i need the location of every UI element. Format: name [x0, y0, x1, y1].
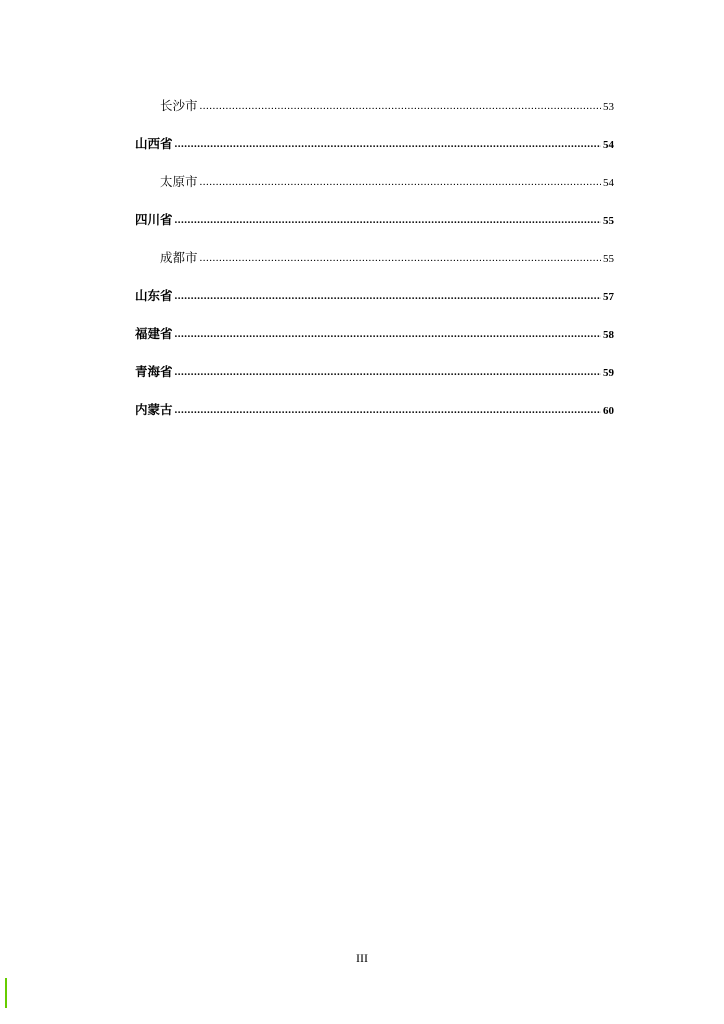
toc-entry[interactable] [135, 172, 614, 210]
toc-entry-title: 山东省 [135, 288, 173, 303]
toc-entry[interactable] [135, 400, 614, 438]
margin-mark [5, 978, 7, 1008]
toc-entry-page: 60 [603, 405, 614, 417]
toc-entry[interactable] [135, 286, 614, 324]
toc-entry[interactable] [135, 324, 614, 362]
toc-entry-title: 青海省 [135, 364, 173, 379]
toc-entry[interactable] [135, 248, 614, 286]
toc-dot-leader [200, 172, 601, 192]
toc-dot-leader [175, 362, 601, 382]
toc-entry-page: 55 [603, 215, 614, 227]
toc-entry-title: 四川省 [135, 212, 173, 227]
toc-dot-leader [175, 210, 601, 230]
toc-entry-title: 山西省 [135, 136, 173, 151]
toc-entry-page: 54 [603, 177, 614, 189]
toc-entry[interactable] [135, 362, 614, 400]
toc-entry-title: 成都市 [160, 250, 198, 265]
toc-entry-page: 57 [603, 291, 614, 303]
toc-entry-page: 58 [603, 329, 614, 341]
toc-dot-leader [175, 286, 601, 306]
toc-dot-leader [175, 400, 601, 420]
toc-entry[interactable] [135, 210, 614, 248]
page-number: III [356, 951, 368, 965]
toc-entry-page: 53 [603, 101, 614, 113]
toc-dot-leader [200, 96, 601, 116]
toc-dot-leader [175, 324, 601, 344]
table-of-contents [135, 96, 614, 438]
toc-entry[interactable] [135, 134, 614, 172]
toc-entry-title: 内蒙古 [135, 402, 173, 417]
toc-entry-page: 55 [603, 253, 614, 265]
toc-entry-title: 太原市 [160, 174, 198, 189]
toc-entry-title: 福建省 [135, 326, 173, 341]
toc-entry-page: 54 [603, 139, 614, 151]
toc-entry[interactable] [135, 96, 614, 134]
toc-dot-leader [200, 248, 601, 268]
toc-entry-title: 长沙市 [160, 98, 198, 113]
toc-entry-page: 59 [603, 367, 614, 379]
toc-dot-leader [175, 134, 601, 154]
